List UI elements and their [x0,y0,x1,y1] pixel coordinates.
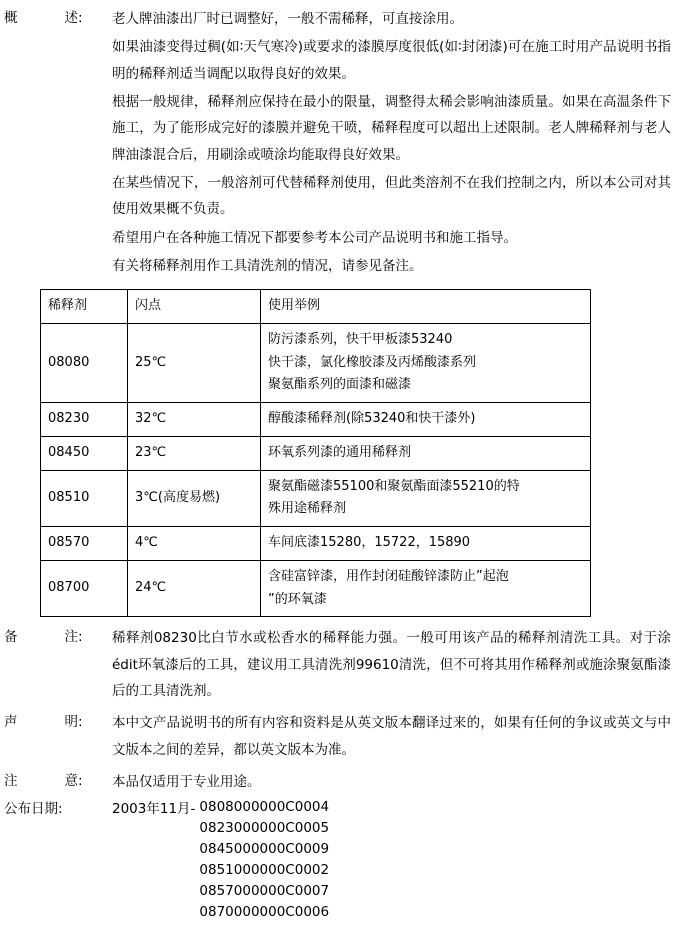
section-overview [0,0,697,281]
table-cell-code: 08450 [41,436,128,470]
table-row [41,323,591,402]
section-statement [0,710,697,765]
product-code: 0808000000C0004 [199,799,330,816]
section-attention-label-text: 注 意 [4,772,78,789]
use-line: 聚氨酯磁漆55100和聚氨酯面漆55210的特 [268,478,520,494]
paragraph: 稀释剂08230比白节水或松香水的稀释能力强。一般可用该产品的稀释剂清洗工具。对于涂édit环氧漆后的工具，建议用工具清洗剂99610清洗，但不可将其用作稀释剂或施涂聚氨酯漆后的工具清洗剂。 [112,630,671,699]
table-row [41,560,591,617]
colon: : [78,10,83,26]
section-remark-label [0,625,112,651]
table-cell-flashpoint: 32℃ [128,403,261,437]
use-line: 防污漆系列，快干甲板漆53240 [268,331,453,347]
product-code-list [195,797,671,923]
table-cell-flashpoint: 3℃(高度易燃) [128,470,261,527]
use-line: 车间底漆15280，15722，15890 [268,535,471,551]
colon: : [78,772,83,789]
table-row [41,527,591,561]
table-header-row [41,290,591,324]
section-statement-body [112,710,697,765]
product-code: 0870000000C0006 [199,903,330,920]
use-line: 快干漆，氯化橡胶漆及丙烯酸漆系列 [268,354,477,370]
product-code: 0857000000C0007 [199,882,330,899]
table-cell-uses [261,527,591,561]
section-attention-label [0,769,112,795]
table-cell-flashpoint: 25℃ [128,323,261,402]
section-remark-label-text: 备 注 [4,629,78,646]
thinner-table [40,289,591,617]
thinner-table-wrapper [40,289,545,617]
table-cell-flashpoint: 24℃ [128,560,261,617]
section-publish-date [0,797,697,923]
paragraph: 有关将稀释剂用作工具清洗剂的情况，请参见备注。 [112,257,423,274]
table-header-cell: 稀释剂 [41,290,128,324]
product-code: 0851000000C0002 [199,862,330,879]
use-line: 殊用途稀释剂 [268,501,347,517]
table-row [41,403,591,437]
colon: : [78,714,83,731]
paragraph: 本中文产品说明书的所有内容和资料是从英文版本翻译过来的，如果有任何的争议或英文与中文版本之间的差异，都以英文版本为准。 [112,715,671,758]
section-attention [0,769,697,797]
colon: : [78,629,83,646]
use-line: 含硅富锌漆，用作封闭硅酸锌漆防止”起泡 [268,568,509,584]
paragraph: 本品仅适用于专业用途。 [112,773,261,790]
section-overview-label-text: 概 述 [4,10,78,26]
section-statement-label-text: 声 明 [4,714,78,731]
table-cell-uses [261,403,591,437]
table-cell-code: 08510 [41,470,128,527]
table-cell-uses [261,323,591,402]
paragraph: 希望用户在各种施工情况下都要参考本公司产品说明书和施工指导。 [112,229,517,246]
section-remark [0,625,697,706]
paragraph: 在某些情况下，一般溶剂可代替稀释剂使用，但此类溶剂不在我们控制之内，所以本公司对其使用效果概不负责。 [112,174,671,218]
paragraph: 根据一般规律，稀释剂应保持在最小的限量，调整得太稀会影响油漆质量。如果在高温条件下施工，为了能形成完好的漆膜并避免干喷，稀释程度可以超出上述限制。老人牌稀释剂与老人牌油漆混合后，用刷涂或喷涂均能取得良好效果。 [112,93,671,163]
use-line: 环氧系列漆的通用稀释剂 [268,444,412,460]
use-line: 聚氨酯系列的面漆和磁漆 [268,377,412,393]
table-cell-uses [261,436,591,470]
table-header-cell: 使用举例 [261,290,591,324]
section-statement-label [0,710,112,736]
table-cell-code: 08700 [41,560,128,617]
paragraph: 如果油漆变得过稠(如∶天气寒冷)或要求的漆膜厚度很低(如∶封闭漆)可在施工时用产品说明书指明的稀释剂适当调配以取得良好的效果。 [112,39,671,82]
section-publish-label [0,797,112,823]
table-row [41,470,591,527]
use-line: 醇酸漆稀释剂(除53240和快干漆外) [268,411,476,427]
table-cell-code: 08570 [41,527,128,561]
section-publish-label-text: 公布日期: [4,801,63,818]
product-code: 0845000000C0009 [199,841,330,858]
table-cell-flashpoint: 4℃ [128,527,261,561]
product-code: 0823000000C0005 [199,820,330,837]
section-publish-body [112,797,697,923]
table-cell-code: 08230 [41,403,128,437]
use-line: ”的环氧漆 [268,591,327,607]
section-overview-label [0,6,112,32]
table-row [41,436,591,470]
table-header-cell: 闪点 [128,290,261,324]
section-attention-body [112,769,697,797]
table-cell-uses [261,560,591,617]
section-remark-body [112,625,697,706]
table-cell-code: 08080 [41,323,128,402]
table-cell-flashpoint: 23℃ [128,436,261,470]
table-cell-uses [261,470,591,527]
section-overview-body [112,6,697,281]
paragraph: 老人牌油漆出厂时已调整好，一般不需稀释，可直接涂用。 [112,11,463,27]
publish-date-value: 2003年11月- [112,801,196,818]
